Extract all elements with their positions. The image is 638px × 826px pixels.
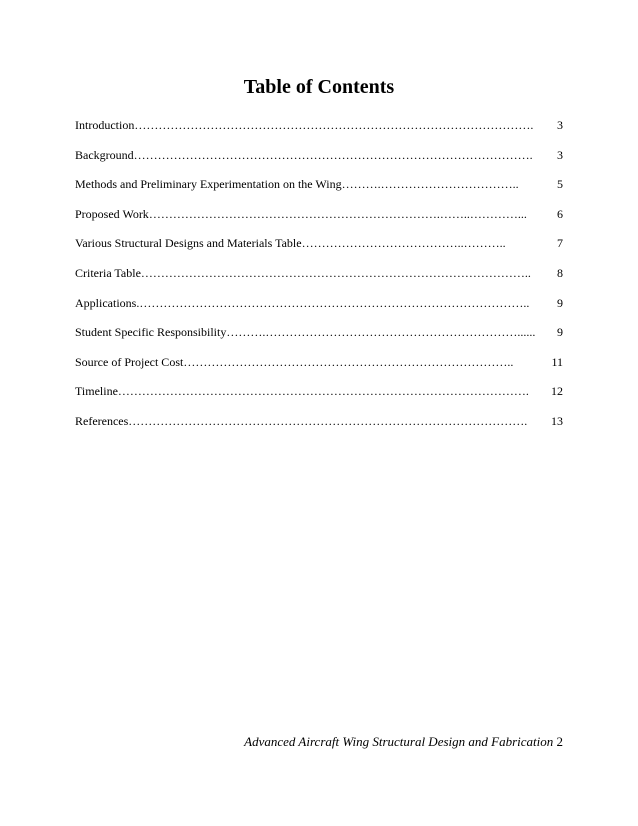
page-footer xyxy=(244,734,563,750)
toc-entry-page: 13 xyxy=(551,413,563,428)
toc-entry-page: 3 xyxy=(557,147,563,162)
toc-entry-applications xyxy=(75,295,563,325)
toc-entry-label: Applications. xyxy=(75,295,140,310)
toc-entry-label: Introduction xyxy=(75,118,135,132)
toc-entry-introduction xyxy=(75,117,563,147)
toc-entry-label: Criteria Table xyxy=(75,265,141,280)
toc-entry-criteria-table xyxy=(75,265,563,295)
toc-entry-leader: …………………………………………………………………………………….. xyxy=(139,295,530,310)
toc-entry-label: References xyxy=(75,413,129,428)
footer-document-title: Advanced Aircraft Wing Structural Design and Fabrication xyxy=(244,734,554,749)
toc-entry-leader: ………………………………………………………………………………………. xyxy=(134,118,534,132)
footer-page-number: 2 xyxy=(556,734,563,749)
toc-entry-leader: ………………………………………………………………………………………. xyxy=(128,413,528,428)
page-title: Table of Contents xyxy=(243,76,395,98)
toc-entry-page: 8 xyxy=(557,265,563,280)
toc-entry-leader: ……….…………………………….. xyxy=(341,177,519,192)
toc-entry-label: Various Structural Designs and Materials Table xyxy=(75,236,302,251)
toc-entry-student-responsibility xyxy=(75,324,563,354)
toc-entry-background xyxy=(75,147,563,177)
toc-entry-leader: ………………………………………………………………………………………. xyxy=(133,147,533,162)
toc-entry-label: Timeline xyxy=(75,384,118,399)
toc-entry-label: Proposed Work xyxy=(75,206,149,221)
toc-entry-leader: ……………………………………………………………….……..…………... xyxy=(148,206,527,221)
toc-entry-label: Source of Project Cost xyxy=(75,354,184,369)
toc-entry-references xyxy=(75,413,563,443)
toc-entry-leader: …………………………………………………………………………………….. xyxy=(140,265,531,280)
toc-entry-page: 6 xyxy=(557,206,563,221)
toc-entry-label: Background xyxy=(75,147,134,162)
toc-entry-label: Student Specific Responsibility xyxy=(75,325,227,340)
toc-entry-leader: …………………………………..……….. xyxy=(301,236,506,251)
toc-entry-page: 11 xyxy=(551,354,563,369)
toc-entry-structural-designs xyxy=(75,235,563,265)
toc-entry-page: 7 xyxy=(557,236,563,251)
toc-entry-timeline xyxy=(75,383,563,413)
toc-entry-page: 5 xyxy=(557,177,563,192)
toc-entry-methods xyxy=(75,176,563,206)
toc-entry-page: 9 xyxy=(557,295,563,310)
toc-entry-label: Methods and Preliminary Experimentation on the Wing xyxy=(75,177,342,192)
toc-entry-leader: …………………………………………………………………………………………. xyxy=(117,384,529,399)
toc-entry-project-cost xyxy=(75,354,563,384)
toc-entry-proposed-work xyxy=(75,206,563,236)
toc-entry-page: 3 xyxy=(557,118,563,132)
toc-entry-leader: ……….………………………………………………………...... xyxy=(226,325,536,340)
toc-entry-page: 12 xyxy=(551,384,563,399)
toc-entry-leader: ……………………………………………………………………….. xyxy=(183,354,514,369)
toc-entry-page: 9 xyxy=(557,325,563,340)
toc-list xyxy=(75,117,563,443)
